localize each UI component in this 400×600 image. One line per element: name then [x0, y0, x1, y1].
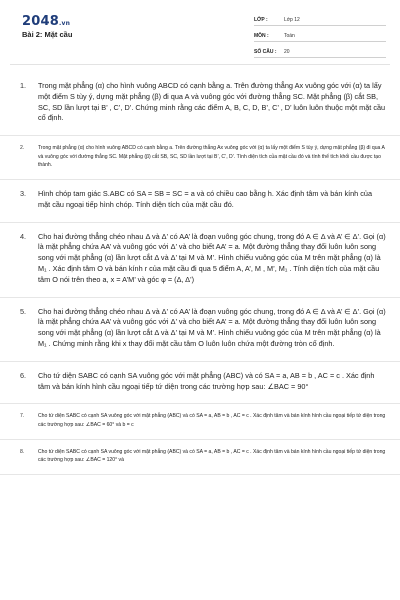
question-number: 7.: [20, 413, 25, 420]
question-text: Cho tứ diện SABC có cạnh SA vuông góc với mặt phẳng (ABC) và có SA = a, AB = b , AC = c . Xác định tâm và bán kính hình cầu ngoại tiếp tứ diện trong các trường hợp sau: ∠BAC = 90°: [38, 370, 375, 391]
meta-value-class: Lớp 12: [284, 17, 300, 23]
meta-row-subject: [254, 28, 386, 42]
question-number: 2.: [20, 145, 25, 152]
question-text: Cho hai đường thẳng chéo nhau Δ và Δ’ có AA’ là đoạn vuông góc chung, trong đó A ∈ Δ và A’ ∈ Δ’. Gọi (α) là mặt phẳng chứa AA’ và vuông góc với Δ’ và cho biết AA’ = a. Một đường thẳng thay đổi luôn luôn song song với mặt phẳng (α) lần lượt cắt Δ và Δ’ tại M và M’. Hình chiếu vuông góc của M trên mặt phẳng (α) là M₁ . Xác định tâm O và bán kính r của mặt cầu đi qua 5 điểm A, A’, M , M’, M₁ . Tính diện tích của mặt cầu tâm O nói trên theo a, x = A’M’ và góc φ = (Δ, Δ’): [38, 231, 386, 284]
question-item: [0, 404, 400, 439]
question-number: 8.: [20, 448, 25, 455]
meta-value-subject: Toán: [284, 33, 295, 39]
question-item: [0, 362, 400, 405]
logo-main: 2048: [22, 14, 59, 29]
question-item: [0, 180, 400, 223]
question-text: Cho tứ diện SABC có cạnh SA vuông góc với mặt phẳng (ABC) và có SA = a, AB = b , AC = c . Xác định tâm và bán kính hình cầu ngoại tiếp tứ diện trong các trường hợp sau: ∠BAC = 120° và: [38, 448, 386, 464]
question-item: [0, 223, 400, 298]
meta-row-question-count: [254, 44, 386, 58]
meta-info: [254, 12, 386, 60]
meta-label-class: LỚP :: [254, 17, 268, 23]
question-item: [0, 298, 400, 362]
lesson-title: Bài 2: Mặt cầu: [22, 30, 73, 39]
question-list: [0, 72, 400, 475]
document-header: [0, 0, 400, 58]
question-number: 3.: [20, 188, 27, 198]
question-text: Trong mặt phẳng (α) cho hình vuông ABCD có cạnh bằng a. Trên đường thẳng Ax vuông góc với (α) ta lấy một điểm S tùy ý, dựng mặt phẳng (β) đi qua A và vuông góc với đường thẳng SC. Mặt phẳng (β) cắt SB, SC, SD lần lượt tại B’, C’, D’. Tính diện tích của mặt cầu đó và tính thể tích khối cầu được tạo thành.: [38, 145, 385, 169]
header-divider: [10, 64, 390, 65]
question-number: 4.: [20, 231, 27, 241]
question-item: [0, 136, 400, 180]
question-number: 5.: [20, 306, 27, 316]
question-number: 6.: [20, 370, 27, 380]
meta-row-class: [254, 12, 386, 26]
meta-value-question-count: 20: [284, 49, 290, 55]
site-logo[interactable]: [22, 14, 70, 29]
question-text: Cho tứ diện SABC có cạnh SA vuông góc với mặt phẳng (ABC) và có SA = a, AB = b , AC = c . Xác định tâm và bán kính hình cầu ngoại tiếp tứ diện trong các trường hợp sau: ∠BAC = 60° và b = c: [38, 413, 386, 428]
question-text: Cho hai đường thẳng chéo nhau Δ và Δ’ có AA’ là đoạn vuông góc chung, trong đó A ∈ Δ và A’ ∈ Δ’. Gọi (α) là mặt phẳng chứa AA’ và vuông góc với Δ’ và cho biết AA’ = a. Một đường thẳng thay đổi luôn luôn song song với mặt phẳng (α) lần lượt cắt Δ và Δ’ tại M và M’. Hình chiếu vuông góc của M trên mặt phẳng (α) là M₁ . Chứng minh rằng khi x thay đổi mặt cầu tâm O luôn luôn chứa một đường tròn cố định.: [38, 306, 386, 348]
question-text: Trong mặt phẳng (α) cho hình vuông ABCD có cạnh bằng a. Trên đường thẳng Ax vuông góc với (α) ta lấy một điểm S tùy ý, dựng mặt phẳng (β) đi qua A và vuông góc với đường thẳng SC. Mặt phẳng (β) cắt SB, SC, SD lần lượt tại B’ , C’, D’. Chứng minh rằng các điểm A, B, C, D, B’, C’ , D’ luôn luôn thuộc một mặt cầu cố định.: [38, 81, 386, 123]
question-item: [0, 72, 400, 136]
question-number: 1.: [20, 81, 27, 90]
meta-label-question-count: SỐ CÂU :: [254, 49, 277, 55]
meta-label-subject: MÔN :: [254, 33, 269, 39]
question-item: [0, 440, 400, 475]
logo-suffix: .vn: [58, 20, 71, 27]
question-text: Hình chóp tam giác S.ABC có SA = SB = SC = a và có chiều cao bằng h. Xác định tâm và bán kính của mặt cầu ngoại tiếp hình chóp. Tính diện tích của mặt cầu đó.: [38, 188, 373, 209]
